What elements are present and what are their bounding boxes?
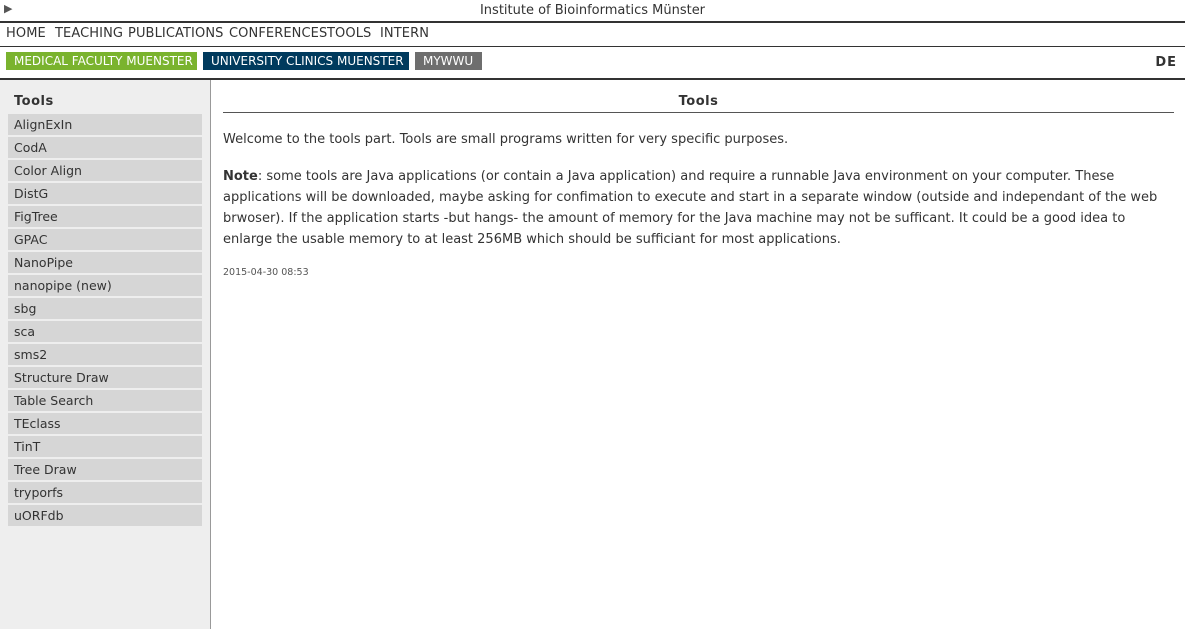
partner-bar — [0, 47, 1185, 80]
sidebar-item-figtree[interactable]: FigTree — [8, 206, 202, 227]
title-bar — [0, 0, 1185, 23]
expand-toggle-icon[interactable]: ▶ — [4, 2, 13, 15]
sidebar-item-coda[interactable]: CodA — [8, 137, 202, 158]
sidebar-item-tryporfs[interactable]: tryporfs — [8, 482, 202, 503]
note-text: : some tools are Java applications (or contain a Java application) and require a runnable Java environment on your computer. These applications will be downloaded, maybe asking for confimation to execute and start in a separate window (outside and independant of the web brwoser). If the application starts -but hangs- the amount of memory for the Java machine may not be sufficant. It could be a good idea to enlarge the usable memory to at least 256MB which should be sufficiant for most applications. — [223, 169, 1158, 247]
sidebar-item-color-align[interactable]: Color Align — [8, 160, 202, 181]
nav-item-home[interactable]: HOME — [6, 26, 46, 41]
sidebar-item-sbg[interactable]: sbg — [8, 298, 202, 319]
nav-item-intern[interactable]: INTERN — [380, 26, 430, 41]
university-clinics-link[interactable]: UNIVERSITY CLINICS MUENSTER — [203, 52, 409, 70]
medical-faculty-link[interactable]: MEDICAL FACULTY MUENSTER — [6, 52, 197, 70]
sidebar-item-distg[interactable]: DistG — [8, 183, 202, 204]
sidebar-item-nanopipe-new[interactable]: nanopipe (new) — [8, 275, 202, 296]
sidebar-item-table-search[interactable]: Table Search — [8, 390, 202, 411]
mywwu-link[interactable]: MYWWU — [415, 52, 482, 70]
last-modified-timestamp: 2015-04-30 08:53 — [223, 267, 309, 278]
sidebar-item-gpac[interactable]: GPAC — [8, 229, 202, 250]
sidebar-item-structure-draw[interactable]: Structure Draw — [8, 367, 202, 388]
note-paragraph — [223, 166, 1174, 250]
nav-item-tools[interactable]: TOOLS — [327, 26, 372, 41]
nav-item-conferences[interactable]: CONFERENCES — [229, 26, 328, 41]
sidebar-item-tree-draw[interactable]: Tree Draw — [8, 459, 202, 480]
tool-list — [8, 114, 202, 528]
sidebar — [0, 80, 211, 629]
sidebar-item-teclass[interactable]: TEclass — [8, 413, 202, 434]
sidebar-item-nanopipe[interactable]: NanoPipe — [8, 252, 202, 273]
sidebar-title: Tools — [14, 94, 54, 109]
main-nav — [0, 23, 1185, 47]
nav-item-publications[interactable]: PUBLICATIONS — [128, 26, 224, 41]
sidebar-item-sca[interactable]: sca — [8, 321, 202, 342]
main-content — [223, 80, 1174, 278]
note-label: Note — [223, 169, 258, 184]
site-title: Institute of Bioinformatics Münster — [479, 3, 706, 18]
sidebar-item-tint[interactable]: TinT — [8, 436, 202, 457]
sidebar-item-uorfdb[interactable]: uORFdb — [8, 505, 202, 526]
page-title: Tools — [223, 94, 1174, 113]
sidebar-item-sms2[interactable]: sms2 — [8, 344, 202, 365]
intro-paragraph: Welcome to the tools part. Tools are small programs written for very specific purposes. — [223, 132, 789, 147]
language-switch[interactable]: DE — [1155, 55, 1177, 70]
sidebar-item-alignexin[interactable]: AlignExIn — [8, 114, 202, 135]
nav-item-teaching[interactable]: TEACHING — [55, 26, 124, 41]
